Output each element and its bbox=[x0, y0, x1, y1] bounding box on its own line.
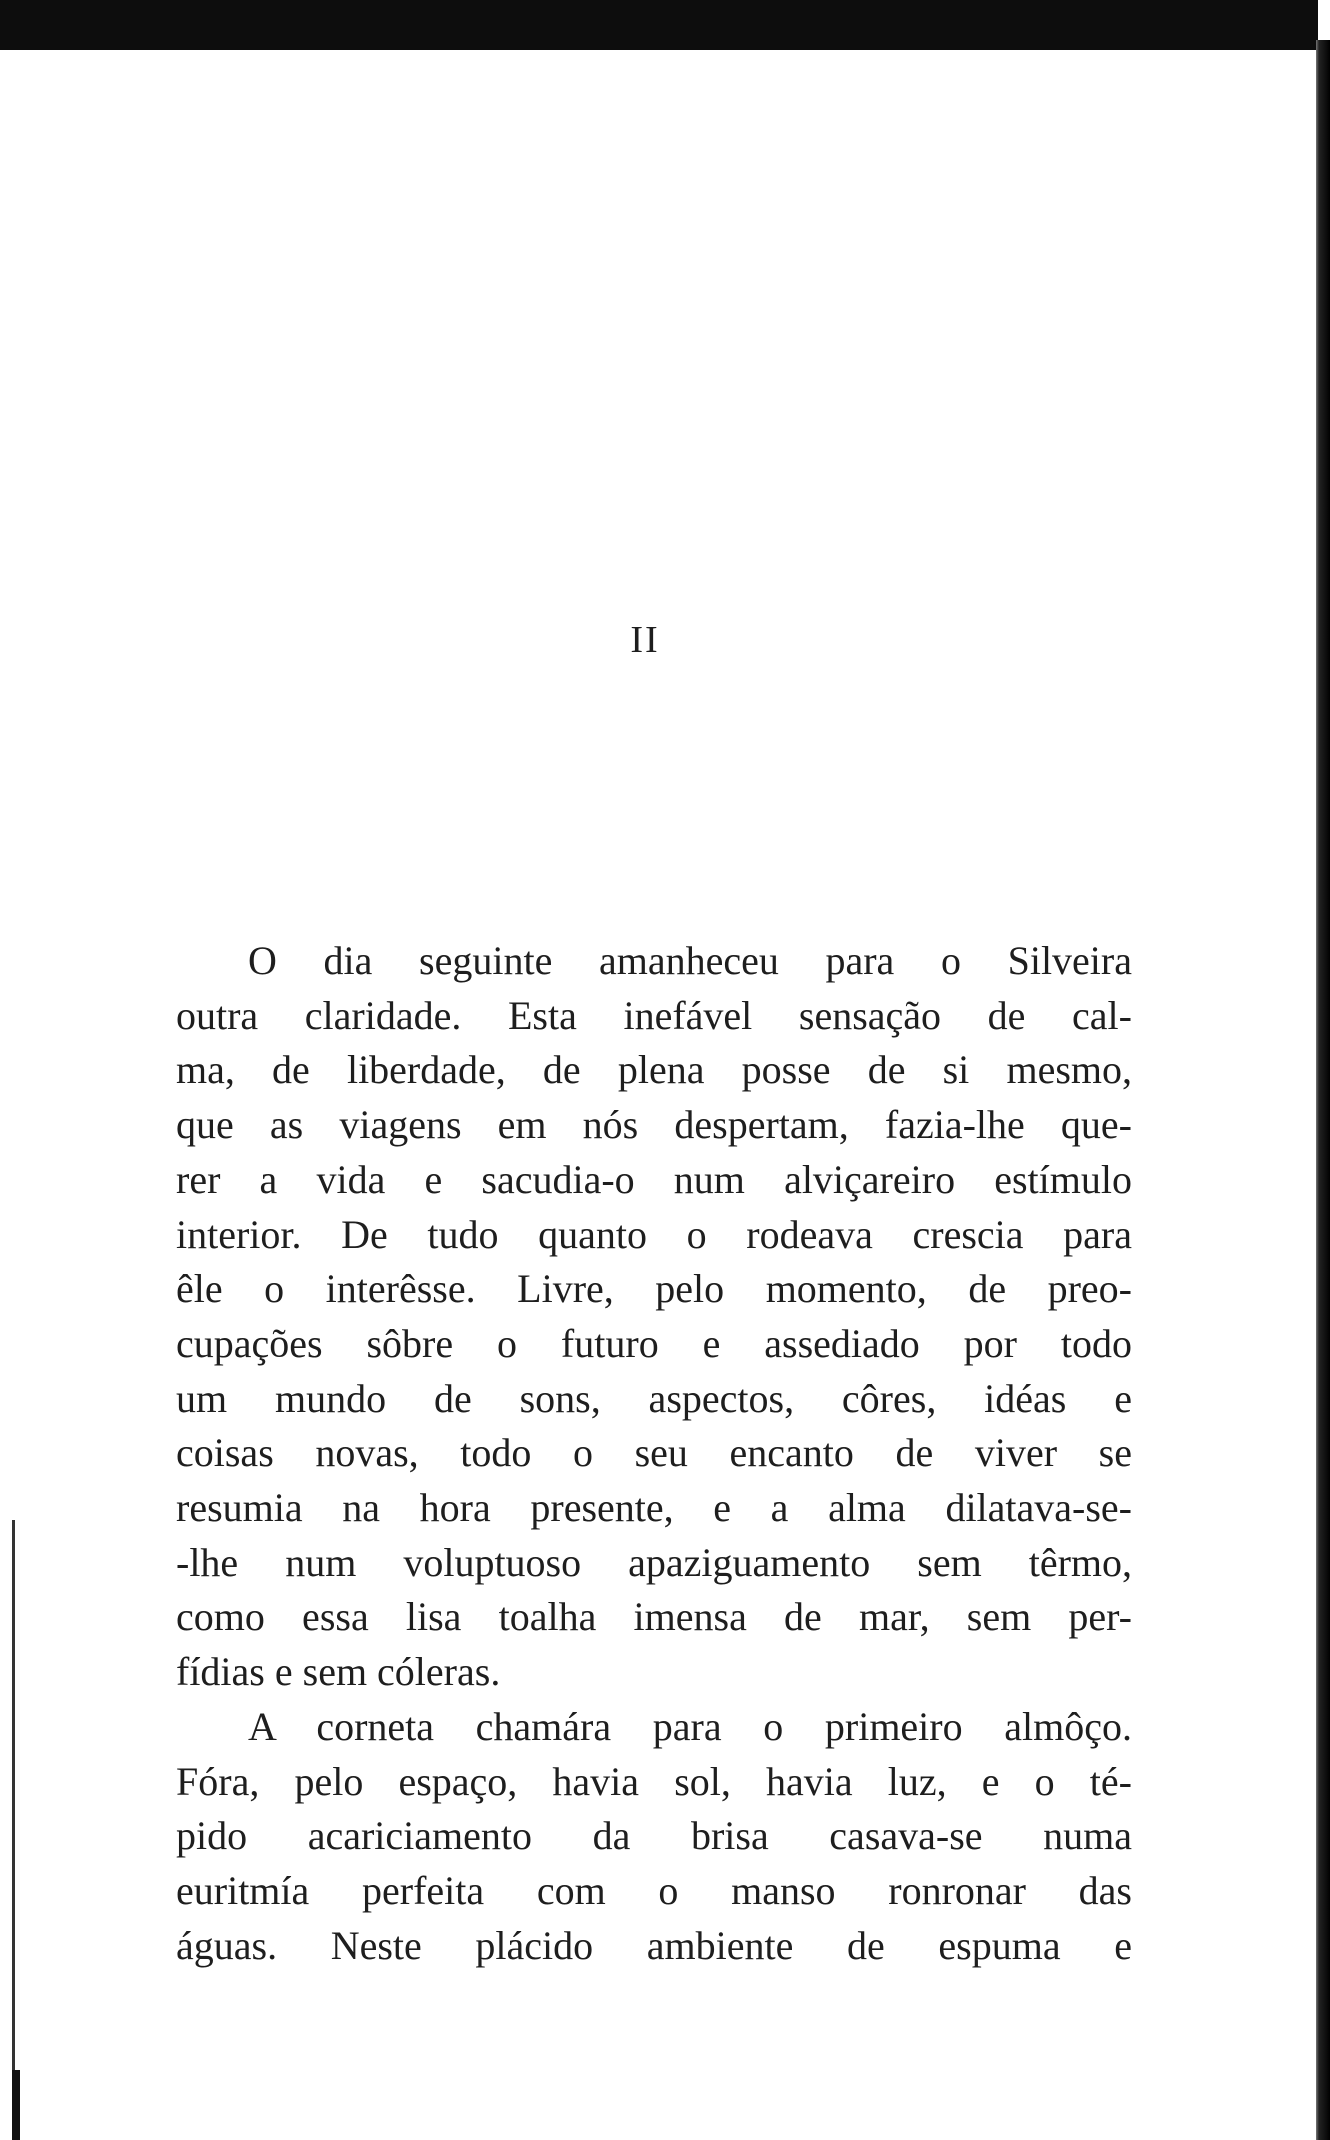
text-line: outra claridade. Esta inefável sensação de cal- bbox=[176, 992, 1132, 1038]
scan-top-border bbox=[0, 0, 1318, 50]
text-line: águas. Neste plácido ambiente de espuma e bbox=[176, 1922, 1132, 1968]
text-line: interior. De tudo quanto o rodeava crescia para bbox=[176, 1211, 1132, 1257]
text-line: ma, de liberdade, de plena posse de si mesmo, bbox=[176, 1047, 1132, 1093]
text-line: como essa lisa toalha imensa de mar, sem per- bbox=[176, 1594, 1132, 1640]
body-text bbox=[176, 934, 1132, 1973]
text-line: fídias e sem cóleras. bbox=[176, 1649, 501, 1695]
text-line: coisas novas, todo o seu encanto de viver se bbox=[176, 1430, 1132, 1476]
text-line: pido acariciamento da brisa casava-se numa bbox=[176, 1813, 1132, 1859]
scan-right-border bbox=[1316, 40, 1330, 2140]
text-line: que as viagens em nós despertam, fazia-lhe que- bbox=[176, 1102, 1132, 1148]
chapter-number: II bbox=[630, 619, 660, 661]
scan-left-border-bottom bbox=[12, 2070, 20, 2140]
text-line: um mundo de sons, aspectos, côres, idéas e bbox=[176, 1375, 1132, 1421]
text-line: resumia na hora presente, e a alma dilatava-se- bbox=[176, 1485, 1132, 1531]
text-line: êle o interêsse. Livre, pelo momento, de preo- bbox=[176, 1266, 1132, 1312]
text-line: -lhe num voluptuoso apaziguamento sem têrmo, bbox=[176, 1539, 1132, 1585]
text-line: euritmía perfeita com o manso ronronar das bbox=[176, 1867, 1132, 1913]
text-line: Fóra, pelo espaço, havia sol, havia luz, e o té- bbox=[176, 1758, 1132, 1804]
text-line: O dia seguinte amanheceu para o Silveira bbox=[248, 938, 1132, 983]
text-line: rer a vida e sacudia-o num alviçareiro estímulo bbox=[176, 1156, 1132, 1202]
text-line: A corneta chamára para o primeiro almôço. bbox=[248, 1703, 1132, 1749]
scan-left-border bbox=[12, 1520, 15, 2140]
text-line: cupações sôbre o futuro e assediado por todo bbox=[176, 1320, 1132, 1366]
